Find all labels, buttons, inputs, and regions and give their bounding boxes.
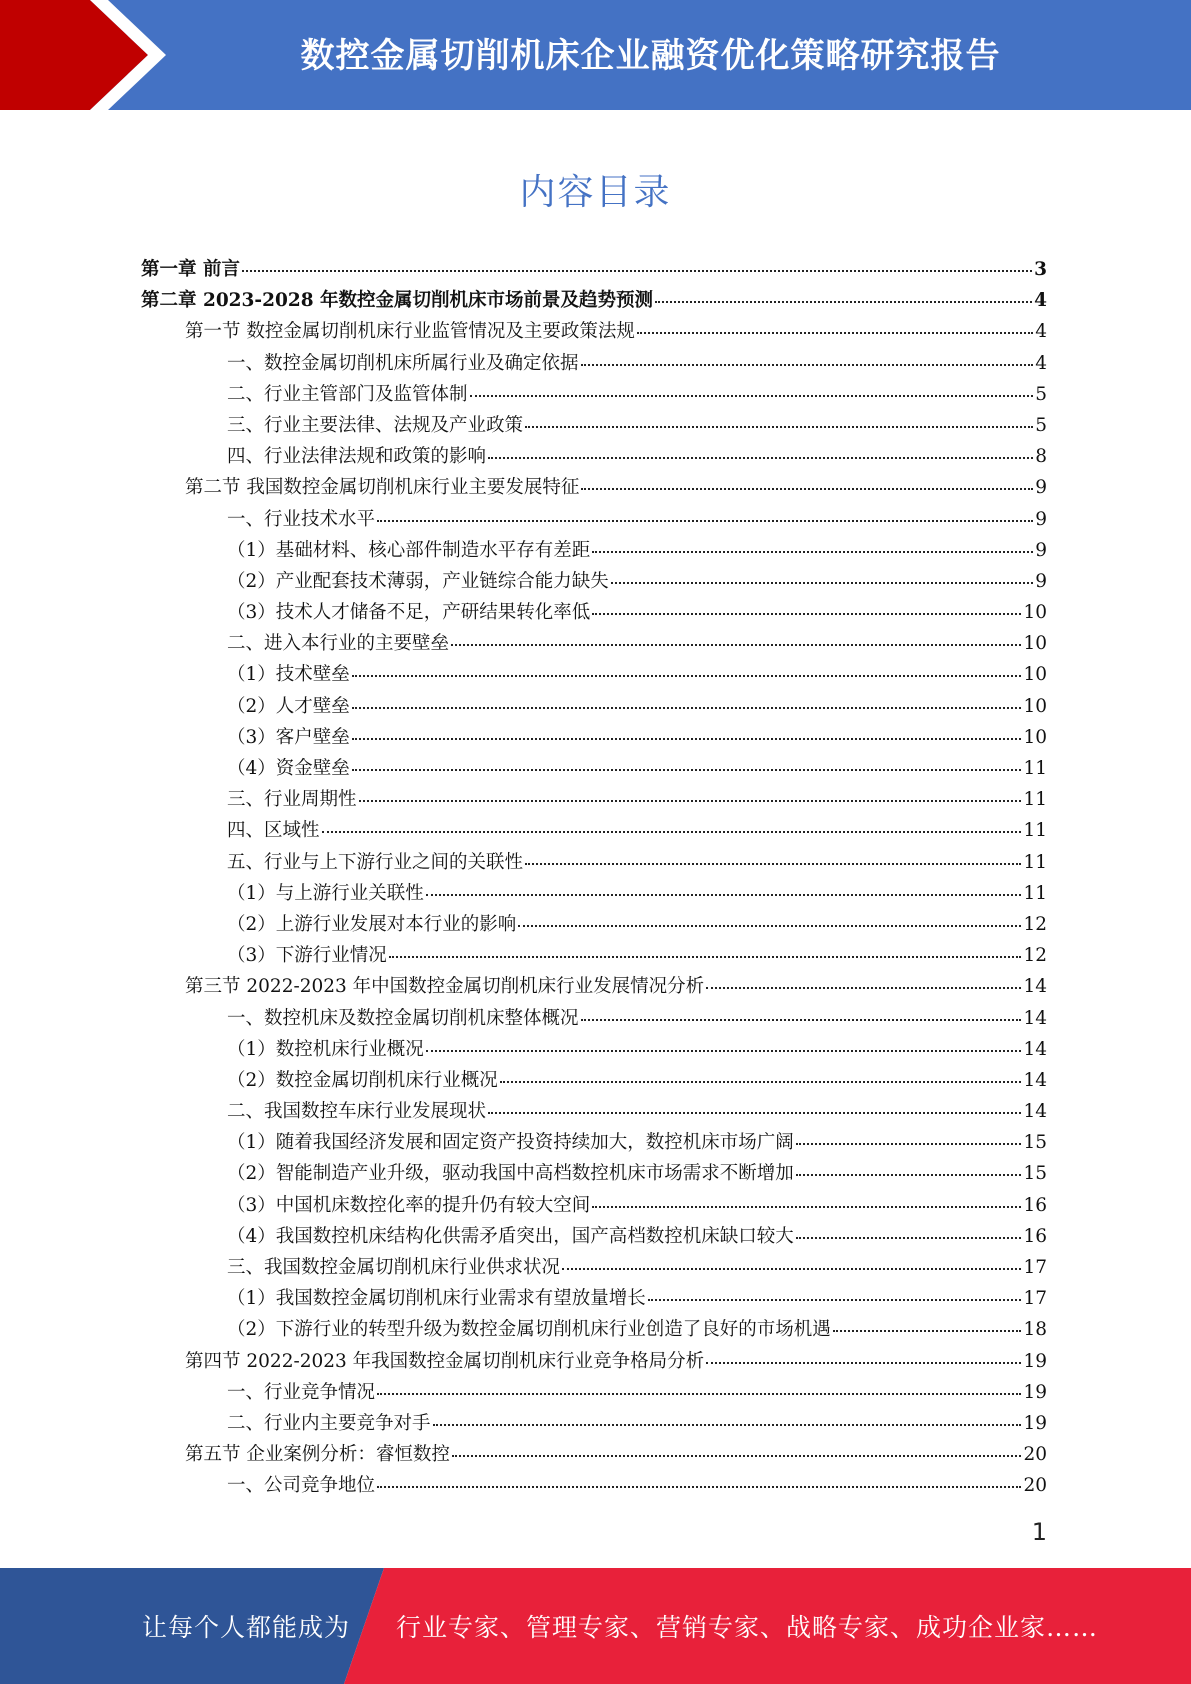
toc-entry[interactable] <box>141 1252 1047 1283</box>
toc-entry-title: （3）客户壁垒 <box>227 726 350 748</box>
toc-dot-leader <box>377 1486 1021 1488</box>
toc-dot-leader <box>562 1268 1021 1270</box>
toc-entry-title: 三、我国数控金属切削机床行业供求状况 <box>227 1257 561 1278</box>
toc-dot-leader <box>488 1112 1021 1114</box>
toc-entry-page: 4 <box>1035 321 1047 343</box>
toc-entry[interactable] <box>141 659 1047 690</box>
toc-entry[interactable] <box>141 566 1047 597</box>
toc-dot-leader <box>637 332 1033 334</box>
toc-entry-title: （2）上游行业发展对本行业的影响 <box>227 913 517 935</box>
toc-entry-page: 14 <box>1023 976 1047 998</box>
toc-entry-page: 9 <box>1035 539 1047 561</box>
toc-entry[interactable] <box>141 410 1047 441</box>
toc-entry[interactable] <box>141 1470 1047 1501</box>
toc-entry-title: （1）基础材料、核心部件制造水平存有差距 <box>227 539 591 561</box>
toc-entry-page: 5 <box>1035 383 1047 405</box>
toc-entry-title: 二、进入本行业的主要壁垒 <box>227 633 450 655</box>
toc-dot-leader <box>488 457 1033 459</box>
toc-entry-title: （1）我国数控金属切削机床行业需求有望放量增长 <box>227 1288 646 1310</box>
toc-entry[interactable] <box>141 1003 1047 1034</box>
toc-entry[interactable] <box>141 504 1047 535</box>
toc-entry-page: 11 <box>1023 851 1047 873</box>
toc-dot-leader <box>525 863 1021 865</box>
toc-entry-title: 二、我国数控车床行业发展现状 <box>227 1101 487 1123</box>
toc-dot-leader <box>426 894 1022 896</box>
report-title: 数控金属切削机床企业融资优化策略研究报告 <box>300 35 1001 76</box>
footer-banner <box>0 1568 1191 1684</box>
toc-entry[interactable] <box>141 1065 1047 1096</box>
toc-entry[interactable] <box>141 379 1047 410</box>
toc-entry-page: 10 <box>1023 633 1047 655</box>
toc-dot-leader <box>796 1237 1022 1239</box>
toc-entry-page: 16 <box>1023 1194 1047 1216</box>
toc-dot-leader <box>518 925 1021 927</box>
toc-entry-title: 一、行业技术水平 <box>227 508 376 530</box>
toc-entry-title: （2）下游行业的转型升级为数控金属切削机床行业创造了良好的市场机遇 <box>227 1319 831 1341</box>
toc-entry-page: 14 <box>1023 1038 1047 1060</box>
toc-dot-leader <box>352 675 1022 677</box>
toc-dot-leader <box>377 520 1033 522</box>
toc-entry-title: 第四节 2022-2023 年我国数控金属切削机床行业竞争格局分析 <box>185 1350 705 1372</box>
toc-entry[interactable] <box>141 878 1047 909</box>
toc-entry[interactable] <box>141 1221 1047 1252</box>
toc-entry[interactable] <box>141 1377 1047 1408</box>
toc-dot-leader <box>611 582 1033 584</box>
toc-entry-page: 14 <box>1023 1007 1047 1029</box>
toc-dot-leader <box>581 1019 1022 1021</box>
toc-entry-title: （2）人才壁垒 <box>227 695 350 717</box>
toc-entry-page: 9 <box>1035 508 1047 530</box>
toc-entry-title: （4）我国数控机床结构化供需矛盾突出，国产高档数控机床缺口较大 <box>227 1225 794 1247</box>
toc-entry-title: （2）产业配套技术薄弱，产业链综合能力缺失 <box>227 570 609 592</box>
toc-entry-page: 10 <box>1023 695 1047 717</box>
toc-entry-page: 11 <box>1023 820 1047 842</box>
toc-entry-title: （3）下游行业情况 <box>227 945 387 967</box>
page-number: 1 <box>1031 1518 1047 1546</box>
toc-dot-leader <box>655 301 1032 303</box>
toc-entry[interactable] <box>141 535 1047 566</box>
toc-dot-leader <box>352 738 1022 740</box>
toc-entry-page: 3 <box>1034 259 1047 280</box>
toc-entry-title: 一、行业竞争情况 <box>227 1381 376 1403</box>
toc-dot-leader <box>581 488 1033 490</box>
toc-dot-leader <box>470 395 1034 397</box>
toc-dot-leader <box>581 364 1034 366</box>
toc-entry-page: 14 <box>1023 1069 1047 1091</box>
toc-entry-page: 4 <box>1034 290 1047 312</box>
toc-entry-page: 19 <box>1023 1412 1047 1434</box>
toc-entry-page: 20 <box>1023 1475 1047 1497</box>
toc-dot-leader <box>525 426 1033 428</box>
toc-entry[interactable] <box>141 1408 1047 1439</box>
toc-entry[interactable] <box>141 1190 1047 1221</box>
toc-dot-leader <box>796 1174 1022 1176</box>
toc-entry-page: 19 <box>1023 1350 1047 1372</box>
toc-entry[interactable] <box>141 285 1047 316</box>
toc-entry-title: 三、行业周期性 <box>227 789 357 811</box>
toc-entry-title: 五、行业与上下游行业之间的关联性 <box>227 851 524 873</box>
toc-entry[interactable] <box>141 1158 1047 1189</box>
toc-entry-page: 17 <box>1023 1257 1047 1278</box>
toc-entry-title: （1）数控机床行业概况 <box>227 1038 424 1060</box>
toc-entry-page: 11 <box>1023 882 1047 904</box>
toc-entry-page: 11 <box>1023 758 1047 779</box>
toc-entry-title: 二、行业主管部门及监管体制 <box>227 383 468 405</box>
toc-dot-leader <box>322 831 1022 833</box>
toc-entry[interactable] <box>141 254 1047 285</box>
toc-entry-title: 第三节 2022-2023 年中国数控金属切削机床行业发展情况分析 <box>185 976 705 998</box>
toc-entry[interactable] <box>141 909 1047 940</box>
footer-slogan-left: 让每个人都能成为 <box>142 1613 351 1642</box>
toc-dot-leader <box>833 1330 1022 1332</box>
toc-dot-leader <box>592 613 1021 615</box>
toc-entry[interactable] <box>141 472 1047 503</box>
toc-entry[interactable] <box>141 1314 1047 1345</box>
toc-dot-leader <box>796 1143 1022 1145</box>
toc-dot-leader <box>452 1455 1022 1457</box>
toc-entry[interactable] <box>141 597 1047 628</box>
toc-entry[interactable] <box>141 441 1047 472</box>
toc-entry-title: （3）中国机床数控化率的提升仍有较大空间 <box>227 1194 591 1216</box>
toc-entry-title: 第一章 前言 <box>141 259 240 280</box>
toc-entry[interactable] <box>141 971 1047 1002</box>
toc-entry-title: 一、数控机床及数控金属切削机床整体概况 <box>227 1007 579 1029</box>
toc-entry[interactable] <box>141 1283 1047 1314</box>
header-banner <box>0 0 1191 110</box>
toc-entry[interactable] <box>141 628 1047 659</box>
toc-entry-title: 第二章 2023-2028 年数控金属切削机床市场前景及趋势预测 <box>141 290 654 312</box>
toc-entry-title: 一、数控金属切削机床所属行业及确定依据 <box>227 352 579 374</box>
toc-dot-leader <box>451 644 1021 646</box>
toc-entry-page: 14 <box>1023 1101 1047 1123</box>
footer-slogan-right: 行业专家、管理专家、营销专家、战略专家、成功企业家…… <box>396 1613 1099 1642</box>
toc-entry-page: 12 <box>1023 945 1047 967</box>
toc-entry[interactable] <box>141 1096 1047 1127</box>
toc-entry-page: 17 <box>1023 1288 1047 1310</box>
toc-dot-leader <box>706 1362 1021 1364</box>
toc-heading: 内容目录 <box>519 172 672 213</box>
toc-entry-title: （1）随着我国经济发展和固定资产投资持续加大，数控机床市场广阔 <box>227 1132 794 1154</box>
toc-entry[interactable] <box>141 1127 1047 1158</box>
toc-dot-leader <box>706 987 1021 989</box>
toc-dot-leader <box>377 1393 1021 1395</box>
toc-entry[interactable] <box>141 847 1047 878</box>
toc-entry[interactable] <box>141 316 1047 347</box>
toc-entry[interactable] <box>141 784 1047 815</box>
toc-entry[interactable] <box>141 1439 1047 1470</box>
toc-entry-title: 二、行业内主要竞争对手 <box>227 1412 431 1434</box>
toc-entry-page: 18 <box>1023 1319 1047 1341</box>
toc-entry-title: （1）技术壁垒 <box>227 664 350 686</box>
toc-entry-page: 9 <box>1035 477 1047 499</box>
toc-entry-page: 10 <box>1023 726 1047 748</box>
toc-entry[interactable] <box>141 1034 1047 1065</box>
toc-dot-leader <box>352 769 1022 771</box>
toc-dot-leader <box>242 270 1032 272</box>
toc-entry-title: （2）数控金属切削机床行业概况 <box>227 1069 498 1091</box>
toc-entry[interactable] <box>141 1346 1047 1377</box>
toc-entry-page: 16 <box>1023 1225 1047 1247</box>
toc-entry-title: 第五节 企业案例分析：睿恒数控 <box>185 1444 450 1466</box>
toc-entry-page: 10 <box>1023 602 1047 624</box>
toc-dot-leader <box>389 956 1022 958</box>
toc-entry-page: 15 <box>1023 1163 1047 1185</box>
toc-entry[interactable] <box>141 815 1047 846</box>
table-of-contents <box>141 254 1047 1502</box>
toc-entry-page: 12 <box>1023 913 1047 935</box>
toc-entry-title: 第二节 我国数控金属切削机床行业主要发展特征 <box>185 477 580 499</box>
toc-entry-title: 第一节 数控金属切削机床行业监管情况及主要政策法规 <box>185 321 635 343</box>
toc-entry-title: （2）智能制造产业升级，驱动我国中高档数控机床市场需求不断增加 <box>227 1163 794 1185</box>
toc-entry-page: 20 <box>1023 1444 1047 1466</box>
toc-entry-page: 10 <box>1023 664 1047 686</box>
toc-entry[interactable] <box>141 940 1047 971</box>
toc-entry-title: （4）资金壁垒 <box>227 758 350 779</box>
toc-dot-leader <box>352 707 1022 709</box>
toc-entry-page: 9 <box>1035 570 1047 592</box>
toc-entry-title: 四、区域性 <box>227 820 320 842</box>
toc-entry-title: 三、行业主要法律、法规及产业政策 <box>227 414 524 436</box>
toc-entry-title: 四、行业法律法规和政策的影响 <box>227 446 487 468</box>
toc-dot-leader <box>359 800 1022 802</box>
toc-dot-leader <box>500 1081 1022 1083</box>
toc-entry-page: 5 <box>1035 414 1047 436</box>
toc-entry[interactable] <box>141 722 1047 753</box>
toc-entry-title: （1）与上游行业关联性 <box>227 882 424 904</box>
toc-entry-page: 4 <box>1035 352 1047 374</box>
toc-entry-page: 11 <box>1023 789 1047 811</box>
toc-dot-leader <box>592 551 1033 553</box>
toc-dot-leader <box>648 1299 1022 1301</box>
toc-entry[interactable] <box>141 348 1047 379</box>
toc-dot-leader <box>433 1424 1022 1426</box>
toc-entry[interactable] <box>141 691 1047 722</box>
toc-entry[interactable] <box>141 753 1047 784</box>
toc-entry-page: 8 <box>1035 446 1047 468</box>
toc-entry-page: 19 <box>1023 1381 1047 1403</box>
toc-entry-title: （3）技术人才储备不足，产研结果转化率低 <box>227 602 591 624</box>
toc-entry-page: 15 <box>1023 1132 1047 1154</box>
toc-dot-leader <box>426 1050 1022 1052</box>
toc-entry-title: 一、公司竞争地位 <box>227 1475 376 1497</box>
toc-dot-leader <box>592 1206 1021 1208</box>
